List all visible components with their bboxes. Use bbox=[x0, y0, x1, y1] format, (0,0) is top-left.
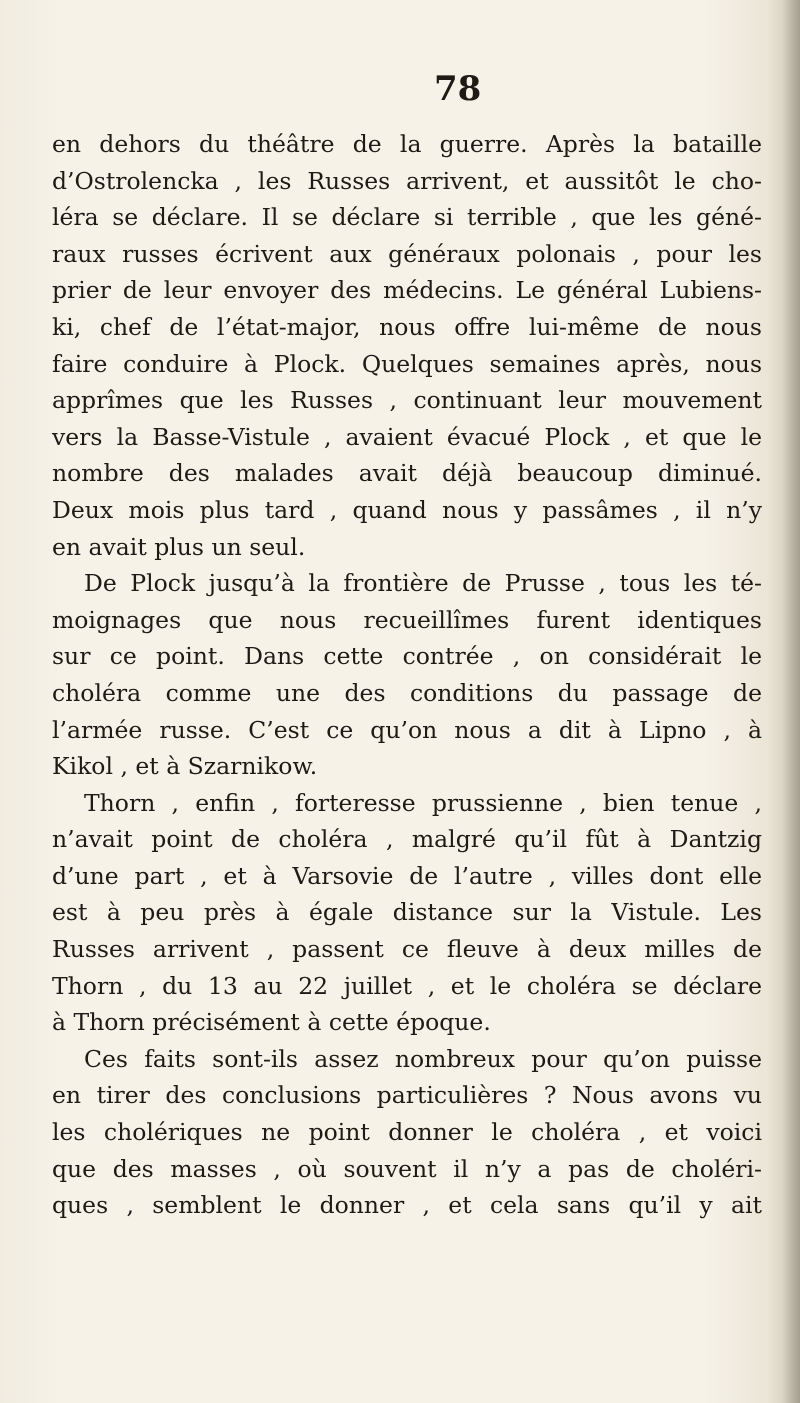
text-line: ques , semblent le donner , et cela sans qu’il y ait bbox=[52, 1191, 762, 1220]
text-line: raux russes écrivent aux généraux polonais , pour les bbox=[52, 239, 762, 268]
text-line: vers la Basse-Vistule , avaient évacué Plock , et que le bbox=[52, 422, 762, 451]
text-line: apprîmes que les Russes , continuant leur mouvement bbox=[52, 386, 762, 415]
text-line: léra se déclare. Il se déclare si terrible , que les géné- bbox=[52, 203, 762, 232]
text-line: les cholériques ne point donner le choléra , et voici bbox=[52, 1118, 762, 1147]
text-line: Kikol , et à Szarnikow. bbox=[52, 752, 318, 781]
text-line: l’armée russe. C’est ce qu’on nous a dit à Lipno , à bbox=[52, 715, 762, 744]
text-line: nombre des malades avait déjà beaucoup diminué. bbox=[52, 459, 762, 488]
text-line: faire conduire à Plock. Quelques semaines après, nous bbox=[52, 349, 762, 378]
text-line: Thorn , enfin , forteresse prussienne , bien tenue , bbox=[84, 788, 762, 817]
text-line: est à peu près à égale distance sur la Vistule. Les bbox=[52, 898, 762, 927]
text-line: d’une part , et à Varsovie de l’autre , villes dont elle bbox=[52, 861, 762, 890]
text-line: Russes arrivent , passent ce fleuve à deux milles de bbox=[52, 935, 762, 964]
text-line: Deux mois plus tard , quand nous y passâmes , il n’y bbox=[52, 495, 762, 524]
text-line: Thorn , du 13 au 22 juillet , et le choléra se déclare bbox=[52, 971, 762, 1000]
text-line: d’Ostrolencka , les Russes arrivent, et aussitôt le cho- bbox=[52, 166, 762, 195]
text-line: que des masses , où souvent il n’y a pas de choléri- bbox=[52, 1154, 762, 1183]
text-line: Ces faits sont-ils assez nombreux pour qu’on puisse bbox=[84, 1044, 762, 1073]
page-number: 78 bbox=[434, 69, 482, 109]
body-text bbox=[52, 126, 762, 1224]
text-line: n’avait point de choléra , malgré qu’il fût à Dantzig bbox=[52, 825, 762, 854]
text-line: en dehors du théâtre de la guerre. Après la bataille bbox=[52, 130, 762, 158]
text-line: De Plock jusqu’à la frontière de Prusse , tous les té- bbox=[84, 569, 762, 598]
text-line: choléra comme une des conditions du passage de bbox=[52, 678, 762, 707]
text-line: à Thorn précisément à cette époque. bbox=[52, 1008, 491, 1037]
text-line: prier de leur envoyer des médecins. Le général Lubiens- bbox=[52, 276, 762, 305]
page-edge-shadow bbox=[782, 0, 800, 1403]
text-line: sur ce point. Dans cette contrée , on considérait le bbox=[52, 642, 762, 671]
text-line: moignages que nous recueillîmes furent identiques bbox=[52, 605, 762, 634]
text-line: en tirer des conclusions particulières ? Nous avons vu bbox=[52, 1081, 762, 1110]
text-line: ki, chef de l’état-major, nous offre lui-même de nous bbox=[52, 312, 762, 341]
text-line: en avait plus un seul. bbox=[52, 532, 306, 561]
